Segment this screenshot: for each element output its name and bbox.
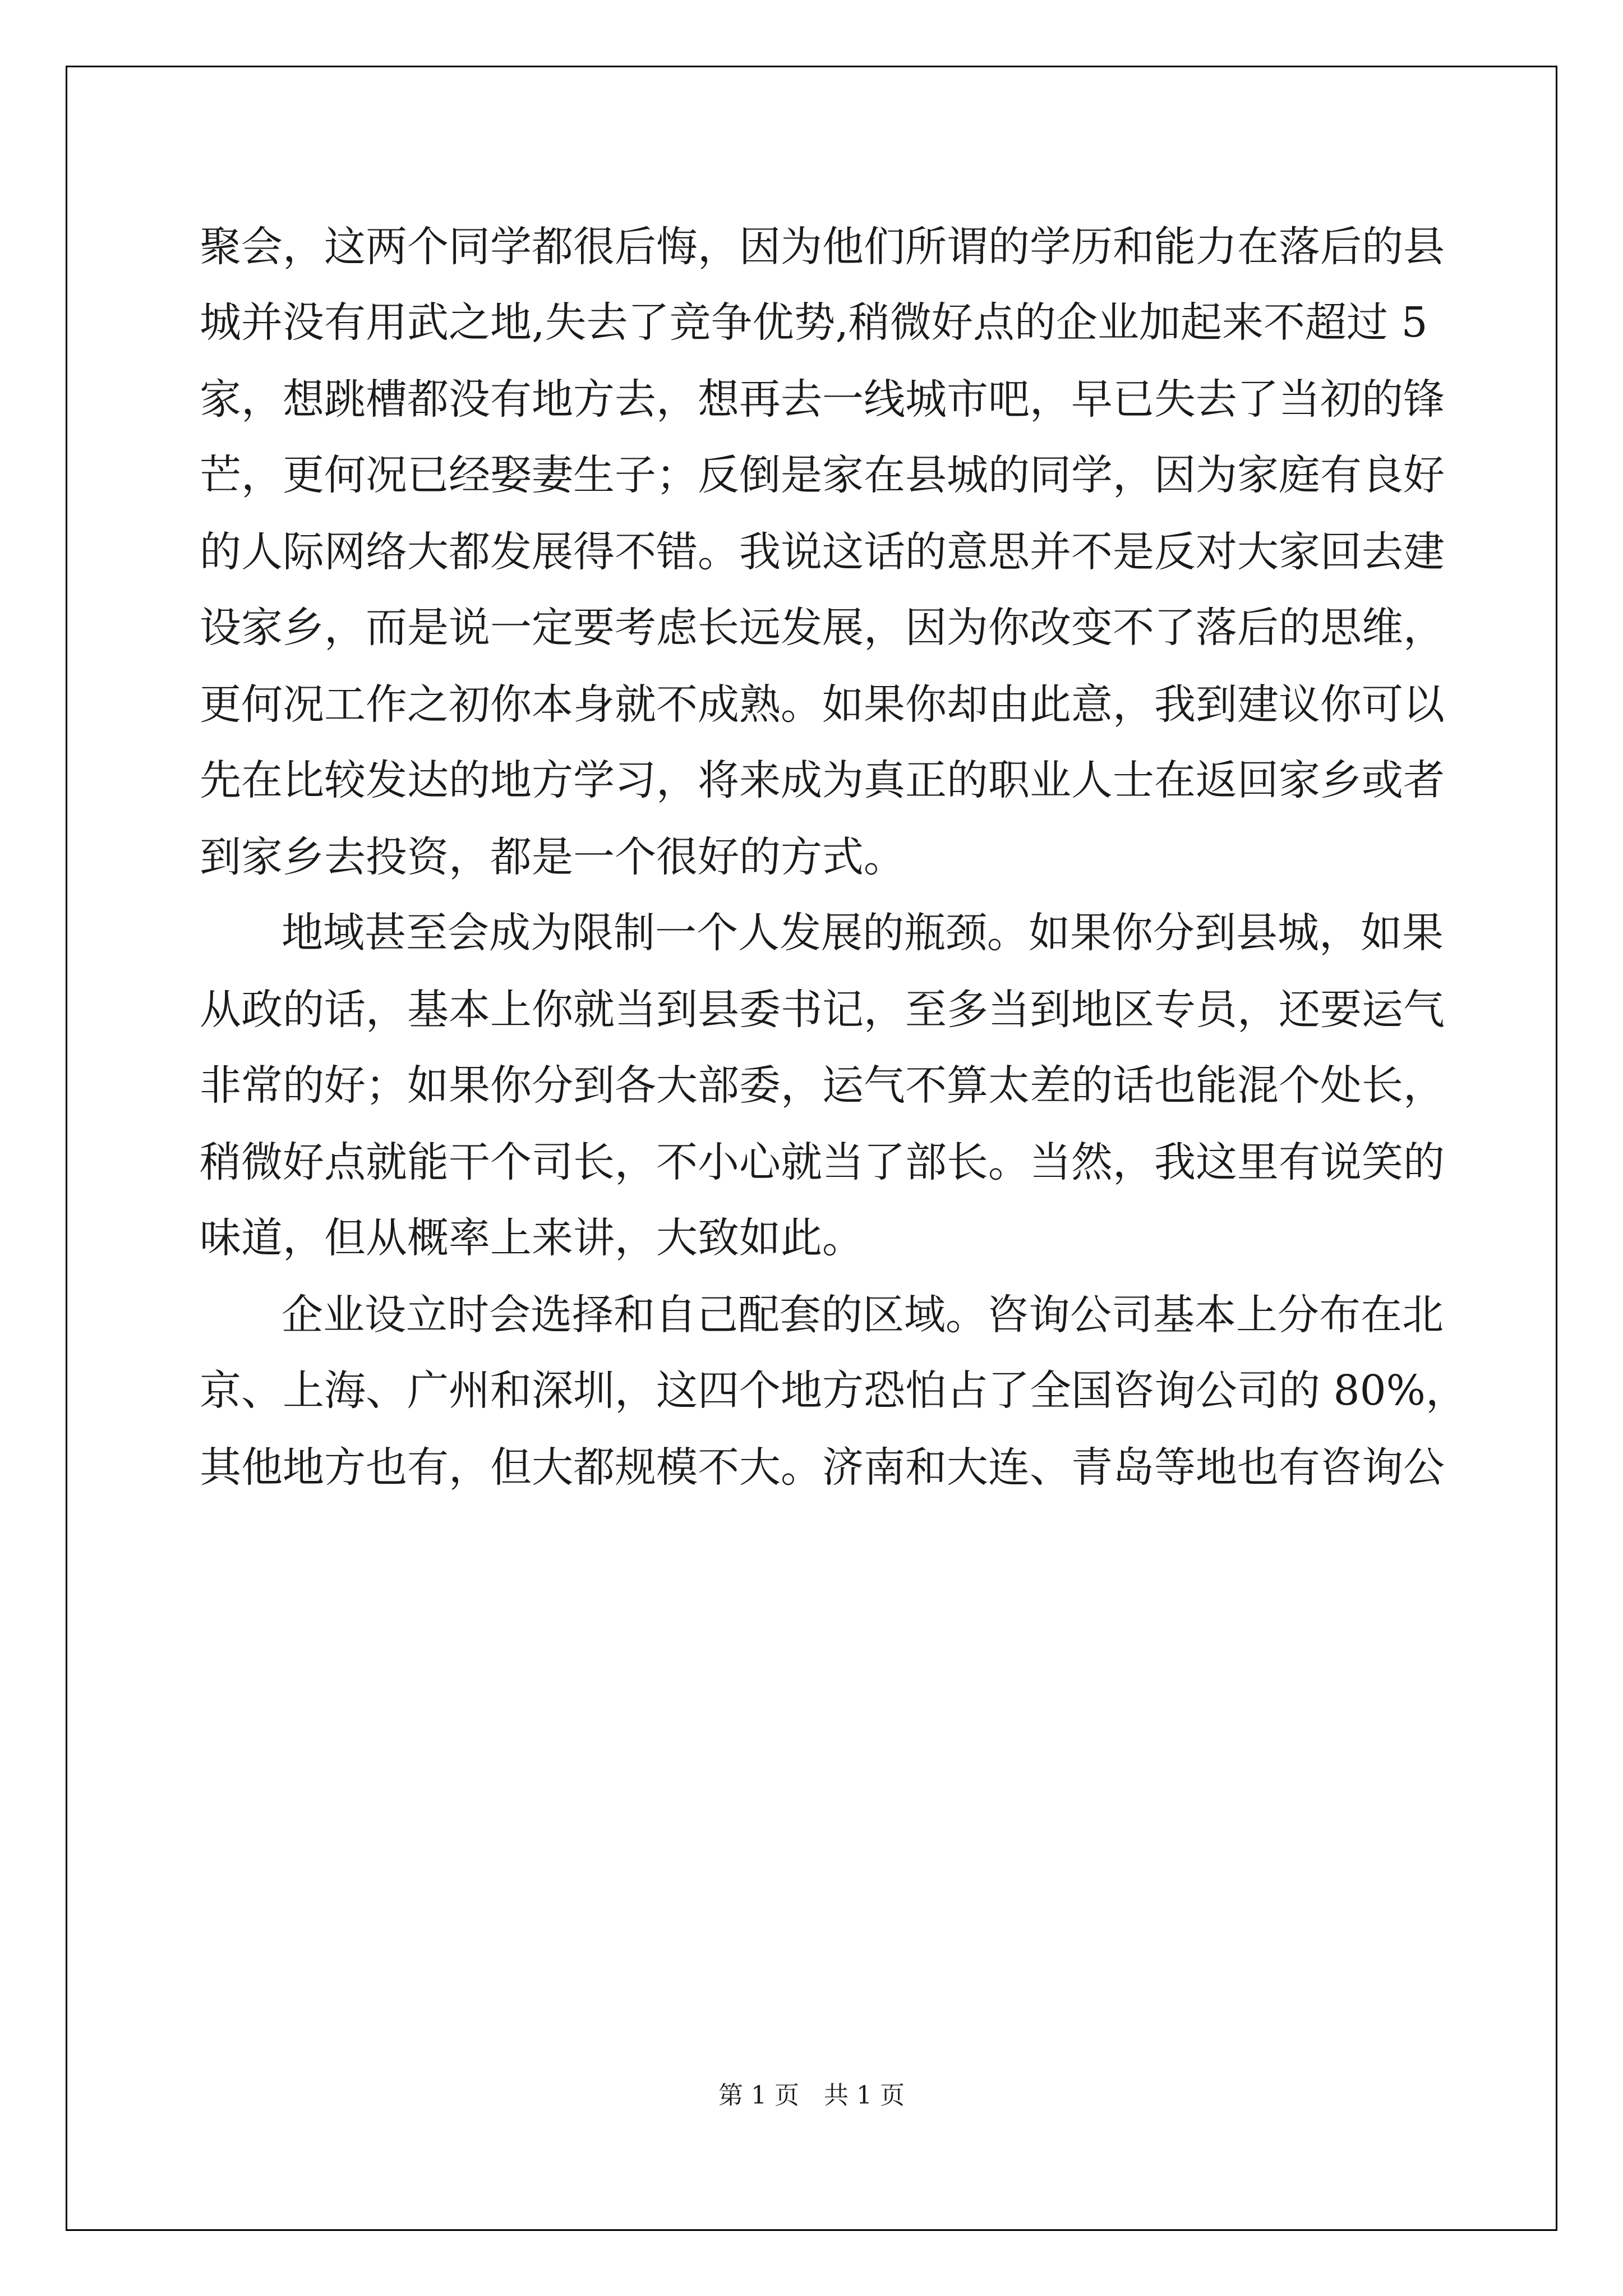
text-line: 的人际网络大都发展得不错。我说这话的意思并不是反对大家回去建	[200, 528, 1445, 576]
text-line: 先在比较发达的地方学习，将来成为真正的职业人士在返回家乡或者	[200, 756, 1445, 804]
text-line: 设家乡，而是说一定要考虑长远发展，因为你改变不了落后的思维，	[200, 604, 1445, 652]
paragraph-first-line: 企业设立时会选择和自己配套的区域。咨询公司基本上分布在北	[282, 1291, 1444, 1339]
text-line: 芒，更何况已经娶妻生子；反倒是家在县城的同学，因为家庭有良好	[200, 451, 1445, 499]
text-line: 其他地方也有，但大都规模不大。济南和大连、青岛等地也有咨询公	[200, 1443, 1445, 1492]
page-footer: 第 1 页 共 1 页	[718, 2081, 905, 2110]
paragraph-first-line: 地域甚至会成为限制一个人发展的瓶颈。如果你分到县城，如果	[282, 909, 1444, 957]
text-line: 稍微好点就能干个司长，不小心就当了部长。当然，我这里有说笑的	[200, 1138, 1445, 1186]
text-line: 非常的好；如果你分到各大部委，运气不算太差的话也能混个处长，	[200, 1061, 1445, 1110]
text-line: 更何况工作之初你本身就不成熟。如果你却由此意，我到建议你可以	[200, 680, 1445, 729]
text-line: 城并没有用武之地,失去了竞争优势,稍微好点的企业加起来不超过 5	[200, 298, 1428, 347]
text-line: 从政的话，基本上你就当到县委书记，至多当到地区专员，还要运气	[200, 986, 1445, 1034]
text-line: 京、上海、广州和深圳，这四个地方恐怕占了全国咨询公司的 80%，	[200, 1366, 1467, 1415]
text-line: 到家乡去投资，都是一个很好的方式。	[200, 833, 905, 881]
text-line: 家，想跳槽都没有地方去，想再去一线城市吧，早已失去了当初的锋	[200, 375, 1445, 424]
text-line: 聚会，这两个同学都很后悔，因为他们所谓的学历和能力在落后的县	[200, 223, 1445, 271]
text-line: 味道，但从概率上来讲，大致如此。	[200, 1214, 864, 1262]
